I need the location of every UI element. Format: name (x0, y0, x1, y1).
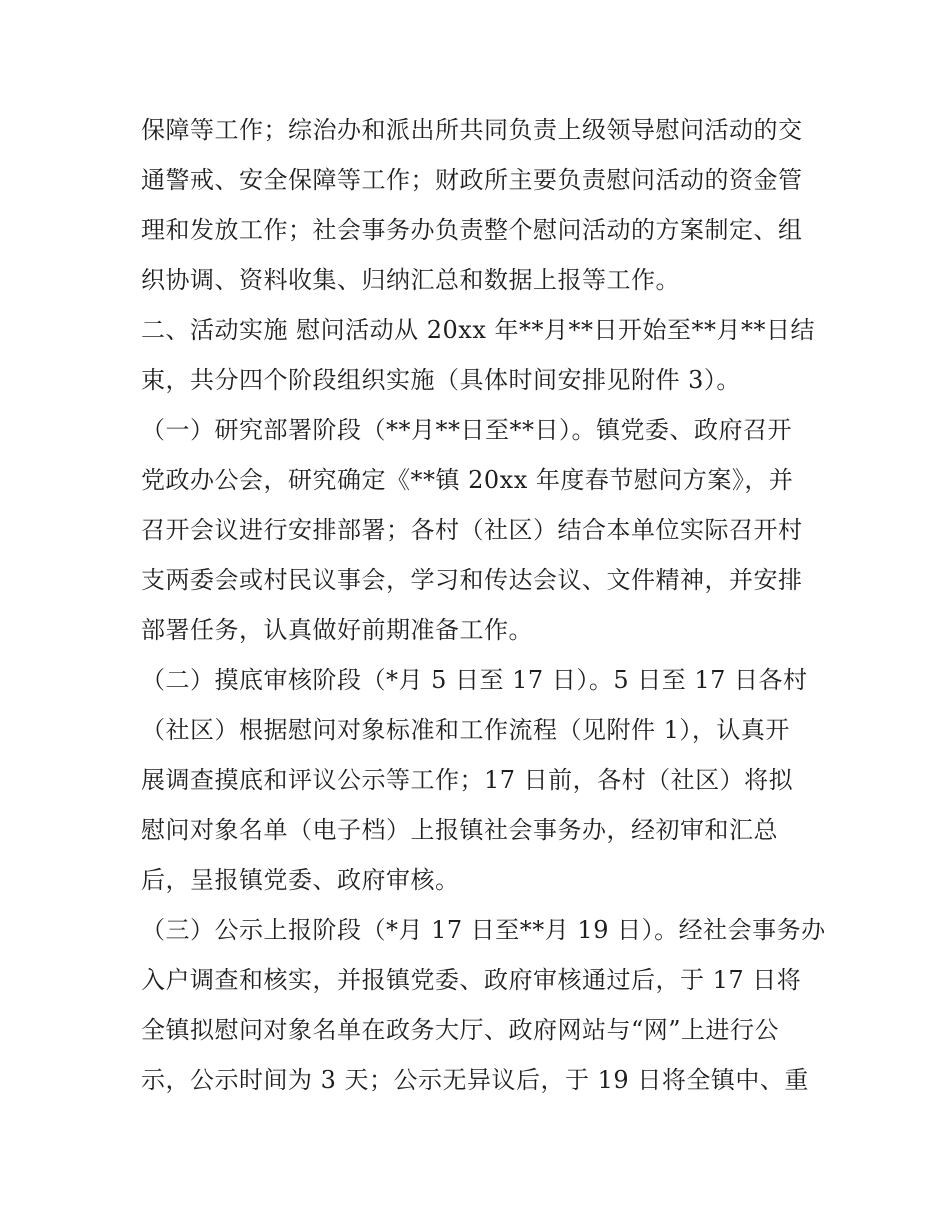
text-line: 示，公示时间为 3 天；公示无异议后，于 19 日将全镇中、重 (141, 1066, 809, 1094)
subsection-line: （一）研究部署阶段（**月**日至**日）。镇党委、政府召开 (141, 416, 792, 444)
text-line: 后，呈报镇党委、政府审核。 (141, 866, 460, 894)
section-heading-line: 二、活动实施 慰问活动从 20xx 年**月**日开始至**月**日结 (141, 316, 815, 344)
text-line: 慰问对象名单（电子档）上报镇社会事务办，经初审和汇总 (141, 816, 778, 844)
text-line: 束，共分四个阶段组织实施（具体时间安排见附件 3）。 (141, 366, 741, 394)
text-line: 织协调、资料收集、归纳汇总和数据上报等工作。 (141, 266, 680, 294)
subsection-line: （二）摸底审核阶段（*月 5 日至 17 日）。5 日至 17 日各村 (141, 666, 808, 694)
text-line: 党政办公会，研究确定《**镇 20xx 年度春节慰问方案》，并 (141, 466, 794, 494)
subsection-line: （三）公示上报阶段（*月 17 日至**月 19 日）。经社会事务办 (141, 916, 826, 944)
text-line: 部署任务，认真做好前期准备工作。 (141, 616, 533, 644)
text-line: 支两委会或村民议事会，学习和传达会议、文件精神，并安排 (141, 566, 803, 594)
text-line: 入户调查和核实，并报镇党委、政府审核通过后，于 17 日将 (141, 966, 802, 994)
text-line: 全镇拟慰问对象名单在政务大厅、政府网站与“网”上进行公 (141, 1016, 780, 1044)
text-line: （社区）根据慰问对象标准和工作流程（见附件 1），认真开 (141, 716, 790, 744)
text-line: 理和发放工作；社会事务办负责整个慰问活动的方案制定、组 (141, 216, 803, 244)
text-line: 保障等工作；综治办和派出所共同负责上级领导慰问活动的交 (141, 116, 803, 144)
text-line: 召开会议进行安排部署；各村（社区）结合本单位实际召开村 (141, 516, 803, 544)
text-line: 展调查摸底和评议公示等工作；17 日前，各村（社区）将拟 (141, 766, 794, 794)
text-line: 通警戒、安全保障等工作；财政所主要负责慰问活动的资金管 (141, 166, 803, 194)
